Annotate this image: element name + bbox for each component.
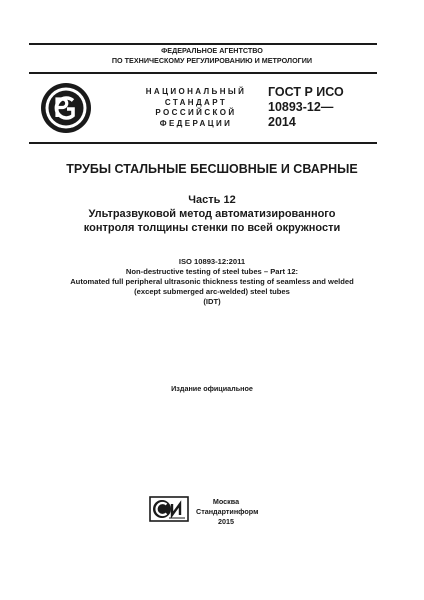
publisher-city: Москва (212, 497, 240, 506)
header-top-rule (29, 43, 377, 45)
national-line-2: СТАНДАРТ (164, 97, 228, 107)
designation-line-2: 10893-12— (268, 100, 334, 114)
national-standard-label (142, 87, 250, 129)
national-line-3: РОССИЙСКОЙ (155, 108, 237, 117)
agency-line-1: ФЕДЕРАЛЬНОЕ АГЕНТСТВО (161, 46, 263, 55)
document-subtitle (0, 207, 424, 235)
publisher-name: Стандартинформ (196, 507, 259, 516)
iso-reference (0, 257, 424, 307)
national-line-4: ФЕДЕРАЦИИ (159, 118, 233, 128)
agency-name (0, 46, 424, 66)
subtitle-line-2: контроля толщины стенки по всей окружности (83, 222, 341, 234)
part-number: Часть 12 (188, 194, 236, 206)
designation-line-1: ГОСТ Р ИСО (268, 85, 344, 99)
iso-line-2: Non-destructive testing of steel tubes – Part 12: (125, 267, 299, 276)
publisher-info (196, 497, 259, 527)
standartinform-logo-icon (149, 496, 189, 522)
document-title: ТРУБЫ СТАЛЬНЫЕ БЕСШОВНЫЕ И СВАРНЫЕ (66, 162, 358, 176)
iso-line-1: ISO 10893-12:2011 (178, 257, 246, 266)
iso-line-5: (IDT) (203, 297, 221, 306)
subtitle-line-1: Ультразвуковой метод автоматизированного (88, 208, 336, 220)
publisher-year: 2015 (218, 517, 234, 526)
standard-designation (268, 85, 368, 130)
iso-line-3: Automated full peripheral ultrasonic thickness testing of seamless and welded (70, 277, 354, 286)
designation-line-3: 2014 (268, 115, 296, 129)
agency-line-2: ПО ТЕХНИЧЕСКОМУ РЕГУЛИРОВАНИЮ И МЕТРОЛОГИИ (111, 56, 313, 65)
national-line-1: НАЦИОНАЛЬНЫЙ (145, 87, 247, 96)
rst-logo-icon (40, 82, 92, 134)
edition-label: Издание официальное (171, 384, 253, 393)
header-bottom-rule (29, 72, 377, 74)
standard-rule (29, 142, 377, 144)
iso-line-4: (except submerged arc-welded) steel tubes (134, 287, 290, 296)
